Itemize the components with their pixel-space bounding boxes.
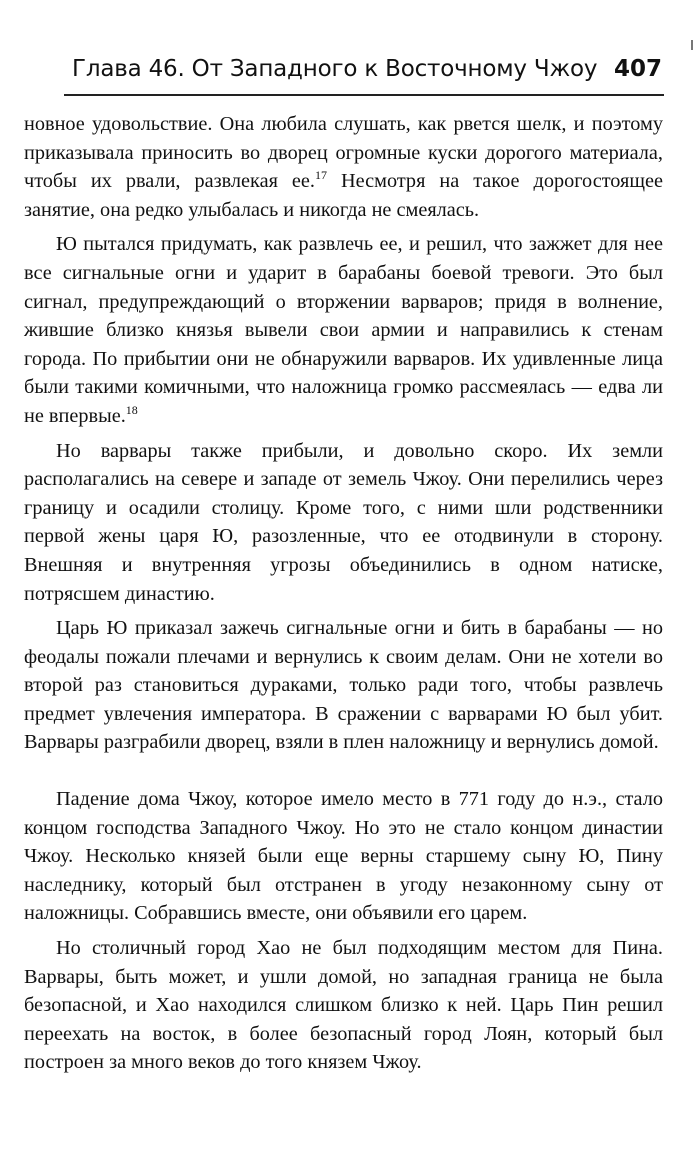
paragraph: Падение дома Чжоу, которое имело место в 771 году до н.э., стало концом господства Западного Чжоу. Но это не стало концом династии Чжоу. Несколько князей были еще верны старшему сыну Ю, Пину наследнику, который был отстранен в угоду незаконному сыну от наложницы. Собравшись вместе, они объявили его царем.: [24, 788, 663, 925]
paragraph: Ю пытался придумать, как развлечь ее, и решил, что зажжет для нее все сигнальные огни и ударит в барабаны боевой тревоги. Это был сигнал, предупреждающий о вторжении варваров; придя в волнение, жившие близко князья вывели свои армии и направились к стенам города. По прибытии они не обнаружили варваров. Их удивленные лица были такими комичными, что наложница громко рассмеялась — едва ли не впервые.$^{18}$: [24, 233, 663, 427]
chapter-title: Глава 46. От Западного к Восточному Чжоу: [72, 56, 598, 82]
paragraph: Но варвары также прибыли, и довольно скоро. Их земли располагались на севере и западе от земель Чжоу. Они перелились через границу и осадили столицу. Кроме того, с ними шли родственники первой жены царя Ю, разозленные, что ее отодвинули в сторону. Внешняя и внутренняя угрозы объединились в одном натиске, потрясшем династию.: [24, 439, 663, 605]
body-text: [24, 110, 663, 1077]
page-number: 407: [613, 56, 662, 82]
paragraph: новное удовольствие. Она любила слушать, как рвется шелк, и поэтому приказывала приносить во дворец огромные куски дорогого материала, чтобы их рвали, развлекая ее.$^{17}$ Несмотря на такое дорогостоящее занятие, она редко улыбалась и никогда не смеялась.: [24, 113, 663, 221]
header-rule: [64, 94, 664, 96]
page-edge-mark: [691, 40, 693, 50]
paragraph: Но столичный город Хао не был подходящим местом для Пина. Варвары, быть может, и ушли домой, но западная граница не была безопасной, и Хао находился слишком близко к ней. Царь Пин решил переехать на восток, в более безопасный город Лоян, который был построен за много веков до того князем Чжоу.: [24, 937, 663, 1074]
footnote-ref: 17: [314, 168, 327, 183]
running-header: [64, 50, 664, 92]
footnote-ref: 18: [125, 403, 138, 418]
paragraph: Царь Ю приказал зажечь сигнальные огни и бить в барабаны — но феодалы пожали плечами и вернулись к своим делам. Они не хотели во второй раз становиться дураками, только ради того, чтобы развлечь предмет увлечения императора. В сражении с варварами Ю был убит. Варвары разграбили дворец, взяли в плен наложницу и вернулись домой.: [24, 617, 663, 754]
